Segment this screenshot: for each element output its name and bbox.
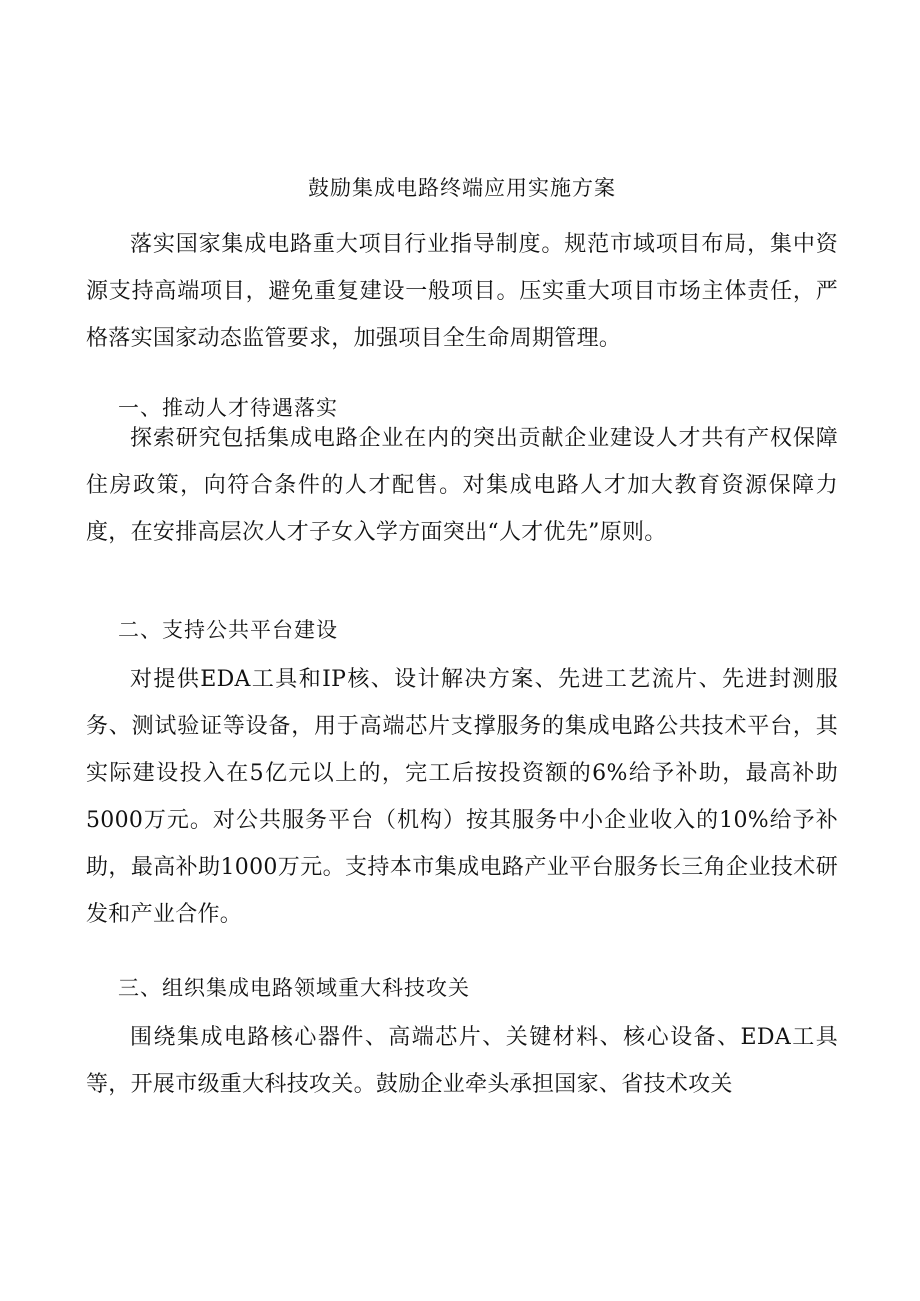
section-body-2: 对提供EDA工具和IP核、设计解决方案、先进工艺流片、先进封测服务、测试验证等设备，用于高端芯片支撑服务的集成电路公共技术平台，其实际建设投入在5亿元以上的，完工后按投资额的6%给予补助，最高补助5000万元。对公共服务平台（机构）按其服务中小企业收入的10%给予补助，最高补助1000万元。支持本市集成电路产业平台服务长三角企业技术研发和产业合作。 [86, 667, 838, 927]
intro-paragraph: 落实国家集成电路重大项目行业指导制度。规范市域项目布局，集中资源支持高端项目，避免重复建设一般项目。压实重大项目市场主体责任，严格落实国家动态监管要求，加强项目全生命周期管理。 [86, 232, 838, 351]
section-body-1: 探索研究包括集成电路企业在内的突出贡献企业建设人才共有产权保障住房政策，向符合条件的人才配售。对集成电路人才加大教育资源保障力度，在安排高层次人才子女入学方面突出“人才优先”原则。 [86, 426, 838, 545]
section-body-3: 围绕集成电路核心器件、高端芯片、关键材料、核心设备、EDA工具等，开展市级重大科技攻关。鼓励企业牵头承担国家、省技术攻关 [86, 1025, 838, 1097]
document-title: 鼓励集成电路终端应用实施方案 [308, 176, 616, 200]
section-heading-1: 一、推动人才待遇落实 [118, 396, 338, 420]
section-heading-3: 三、组织集成电路领域重大科技攻关 [118, 976, 470, 1000]
section-heading-2: 二、支持公共平台建设 [118, 618, 338, 642]
